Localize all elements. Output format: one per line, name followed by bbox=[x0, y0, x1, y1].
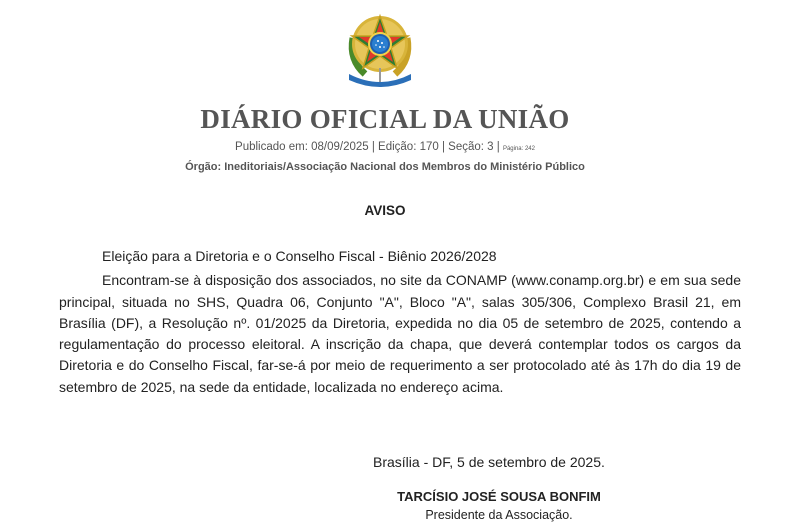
paragraph-subject: Eleição para a Diretoria e o Conselho Fiscal - Biênio 2026/2028 bbox=[102, 248, 497, 264]
brazil-coat-of-arms-icon bbox=[345, 8, 415, 90]
orgao-line: Órgão: Ineditoriais/Associação Nacional dos Membros do Ministério Público bbox=[185, 161, 585, 173]
document-heading: AVISO bbox=[364, 203, 406, 218]
publication-info: Publicado em: 08/09/2025 | Edição: 170 | Seção: 3 | bbox=[235, 141, 500, 153]
place-date: Brasília - DF, 5 de setembro de 2025. bbox=[373, 454, 605, 470]
paragraph-main: Encontram-se à disposição dos associados, no site da CONAMP (www.conamp.org.br) e em sua sede principal, situada no SHS, Quadra 06, Conjunto "A", Bloco "A", salas 305/306, Complexo Brasil 21, em Brasília (DF), a Resolução nº. 01/2025 da Diretoria, expedida no dia 05 de setembro de 2025, contendo a regulamentação do processo eleitoral. A inscrição da chapa, que deverá contemplar todos os cargos da Diretoria e do Conselho Fiscal, far-se-á por meio de requerimento a ser protocolado até às 17h do dia 19 de setembro de 2025, na sede da entidade, localizada no endereço acima. bbox=[59, 272, 741, 395]
publication-meta bbox=[0, 141, 770, 153]
page-title: DIÁRIO OFICIAL DA UNIÃO bbox=[200, 104, 570, 134]
signer-role: Presidente da Associação. bbox=[425, 508, 573, 522]
page-number: Página: 242 bbox=[502, 146, 535, 152]
document-body bbox=[59, 246, 741, 400]
signer-name: TARCÍSIO JOSÉ SOUSA BONFIM bbox=[397, 489, 601, 504]
